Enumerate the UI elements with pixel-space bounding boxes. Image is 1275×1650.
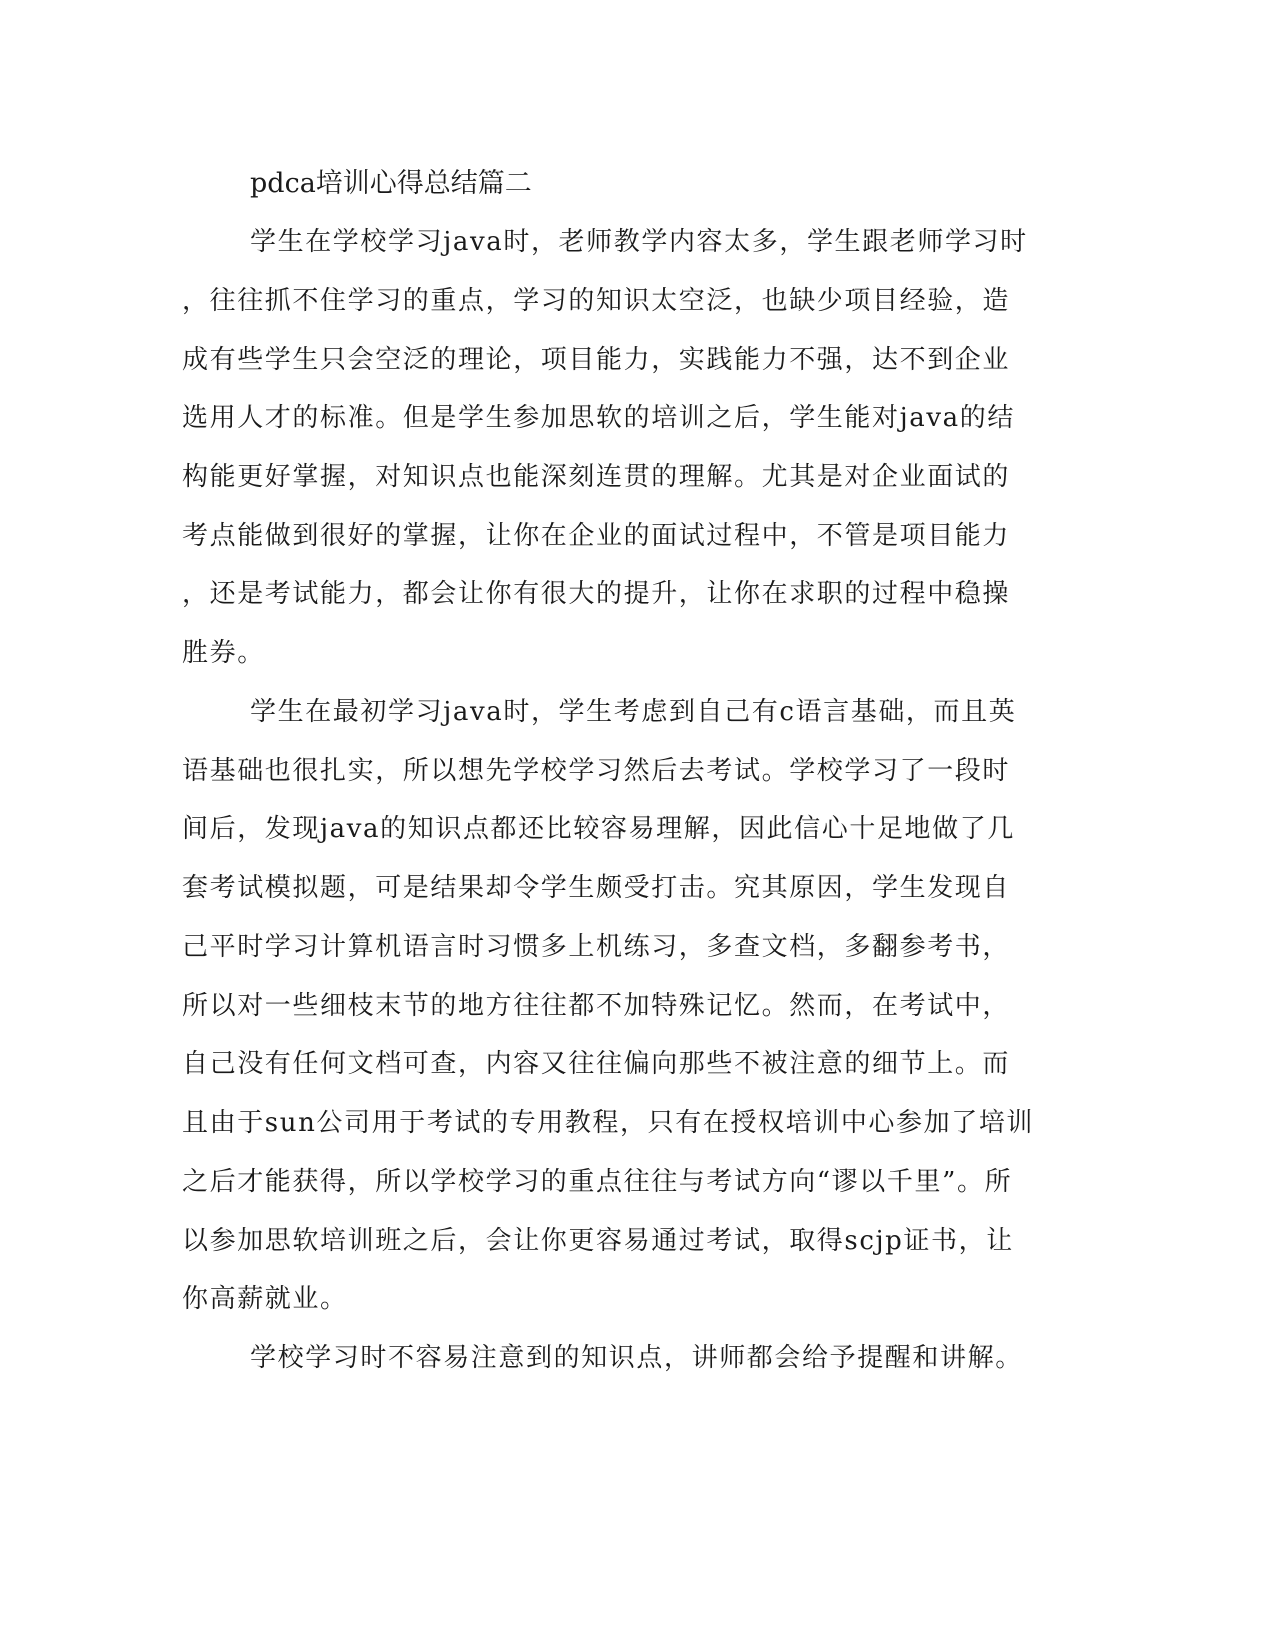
paragraph-1-line-6: 考点能做到很好的掌握，让你在企业的面试过程中，不管是项目能力 <box>182 521 1011 551</box>
paragraph-2-line-4: 套考试模拟题，可是结果却令学生颇受打击。究其原因，学生发现自 <box>182 873 1011 903</box>
paragraph-1-line-8: 胜券。 <box>182 638 265 668</box>
paragraph-2-line-7: 自己没有任何文档可查，内容又往往偏向那些不被注意的细节上。而 <box>182 1049 1011 1079</box>
paragraph-2-line-9: 之后才能获得，所以学校学习的重点往往与考试方向“谬以千里”。所 <box>182 1167 1013 1197</box>
paragraph-2-line-3: 间后，发现java的知识点都还比较容易理解，因此信心十足地做了几 <box>182 814 1015 844</box>
paragraph-2-line-11: 你高薪就业。 <box>182 1284 348 1314</box>
paragraph-1-line-3: 成有些学生只会空泛的理论，项目能力，实践能力不强，达不到企业 <box>182 345 1011 375</box>
paragraph-2-line-10: 以参加思软培训班之后，会让你更容易通过考试，取得scjp证书，让 <box>182 1226 1014 1256</box>
paragraph-2-line-5: 己平时学习计算机语言时习惯多上机练习，多查文档，多翻参考书， <box>182 932 1011 962</box>
paragraph-2-line-8: 且由于sun公司用于考试的专用教程，只有在授权培训中心参加了培训 <box>182 1108 1035 1138</box>
paragraph-1-line-7: ，还是考试能力，都会让你有很大的提升，让你在求职的过程中稳操 <box>182 579 1011 609</box>
paragraph-3-line-1: 学校学习时不容易注意到的知识点，讲师都会给予提醒和讲解。 <box>250 1343 1023 1373</box>
document-title: pdca培训心得总结篇二 <box>250 168 532 199</box>
paragraph-1-line-1: 学生在学校学习java时，老师教学内容太多，学生跟老师学习时 <box>250 227 1028 257</box>
paragraph-1-line-4: 选用人才的标准。但是学生参加思软的培训之后，学生能对java的结 <box>182 403 1015 433</box>
paragraph-1-line-5: 构能更好掌握，对知识点也能深刻连贯的理解。尤其是对企业面试的 <box>182 462 1011 492</box>
paragraph-2-line-6: 所以对一些细枝末节的地方往往都不加特殊记忆。然而，在考试中， <box>182 991 1011 1021</box>
paragraph-2-line-2: 语基础也很扎实，所以想先学校学习然后去考试。学校学习了一段时 <box>182 756 1011 786</box>
paragraph-1-line-2: ，往往抓不住学习的重点，学习的知识太空泛，也缺少项目经验，造 <box>182 286 1011 316</box>
paragraph-2-line-1: 学生在最初学习java时，学生考虑到自己有c语言基础，而且英 <box>250 697 1017 727</box>
